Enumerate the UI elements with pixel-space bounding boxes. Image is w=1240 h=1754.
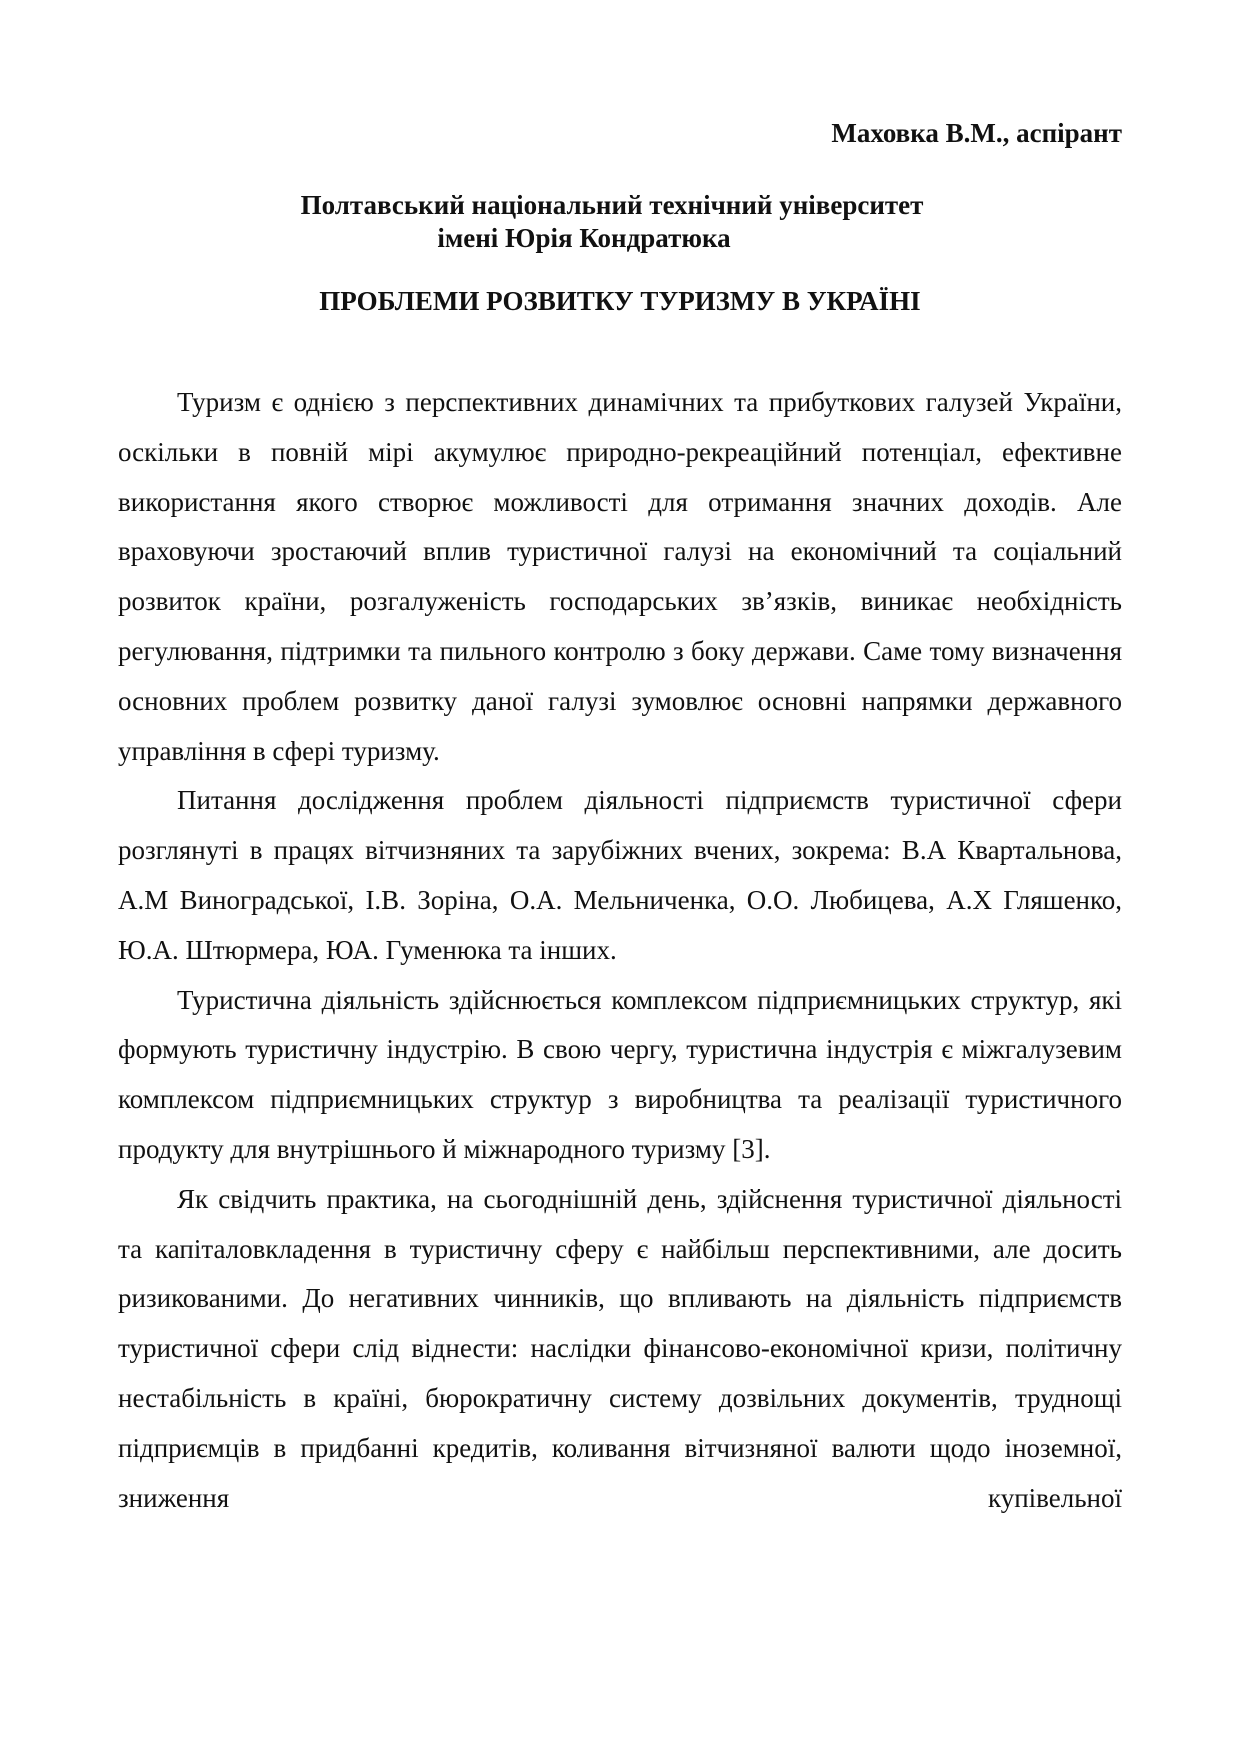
author-line: Маховка В.М., аспірант [831,118,1122,148]
article-title: ПРОБЛЕМИ РОЗВИТКУ ТУРИЗМУ В УКРАЇНІ [319,286,921,316]
paragraph-4: Як свідчить практика, на сьогоднішній день, здійснення туристичної діяльності та капіталовкладення в туристичну сферу є найбільш перспективними, але досить ризикованими. До негативних чинників, що впливають на діяльність підприємств туристичної сфери слід віднести: наслідки фінансово-економічної кризи, політичну нестабільність в країні, бюрократичну систему дозвільних документів, труднощі підприємців в придбанні кредитів, коливання вітчизняної валюти щодо іноземної, зниження купівельної [118,1183,1122,1513]
paragraph-3: Туристична діяльність здійснюється комплексом підприємницьких структур, які формують туристичну індустрію. В свою чергу, туристична індустрія є міжгалузевим комплексом підприємницьких структур з виробництва та реалізації туристичного продукту для внутрішнього й міжнародного туризму [3]. [118,984,1122,1164]
affiliation-line-1: Полтавський національний технічний університет [300,190,924,220]
paragraph-2: Питання дослідження проблем діяльності підприємств туристичної сфери розглянуті в працях вітчизняних та зарубіжних вчених, зокрема: В.А Квартальнова, А.М Виноградської, І.В. Зоріна, О.А. Мельниченка, О.О. Любицева, А.Х Гляшенко, Ю.А. Штюрмера, ЮА. Гуменюка та інших. [118,785,1122,965]
article-body [118,378,1122,1523]
paragraph-1: Туризм є однією з перспективних динамічних та прибуткових галузей України, оскільки в повній мірі акумулює природно-рекреаційний потенціал, ефективне використання якого створює можливості для отримання значних доходів. Але враховуючи зростаючий вплив туристичної галузі на економічний та соціальний розвиток країни, розгалуженість господарських зв’язків, виникає необхідність регулювання, підтримки та пильного контролю з боку держави. Саме тому визначення основних проблем розвитку даної галузі зумовлює основні напрямки державного управління в сфері туризму. [118,387,1122,766]
affiliation-line-2: імені Юрія Кондратюка [437,223,731,253]
